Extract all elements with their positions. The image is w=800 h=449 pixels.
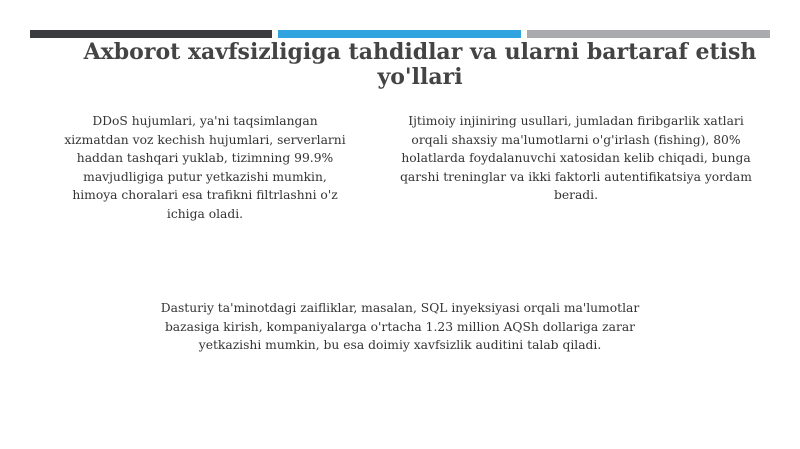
paragraph-ddos: DDoS hujumlari, ya'ni taqsimlangan xizmatdan voz kechish hujumlari, serverlarni haddan tashqari yuklab, tizimning 99.9% mavjudligiga putur yetkazishi mumkin, himoya choralari esa trafikni filtrlashni o'z ichiga oladi. (64, 114, 346, 221)
slide-title: Axborot xavfsizligiga tahdidlar va ularni bartaraf etish yo'llari (83, 39, 757, 90)
accent-bar-blue (278, 30, 521, 38)
accent-bar-dark (30, 30, 272, 38)
paragraph-software-vulnerabilities: Dasturiy ta'minotdagi zaifliklar, masalan, SQL inyeksiyasi orqali ma'lumotlar bazasiga kirish, kompaniyalarga o'rtacha 1.23 million AQSh dollariga zarar yetkazishi mumkin, bu esa doimiy xavfsizlik auditini talab qiladi. (160, 301, 640, 352)
accent-bar-gray (527, 30, 770, 38)
paragraph-social-engineering: Ijtimoiy injiniring usullari, jumladan firibgarlik xatlari orqali shaxsiy ma'lumotlarni o'g'irlash (fishing), 80% holatlarda foydalanuvchi xatosidan kelib chiqadi, bunga qarshi treninglar va ikki faktorli autentifikatsiya yordam beradi. (400, 114, 752, 202)
accent-bars (30, 30, 770, 38)
